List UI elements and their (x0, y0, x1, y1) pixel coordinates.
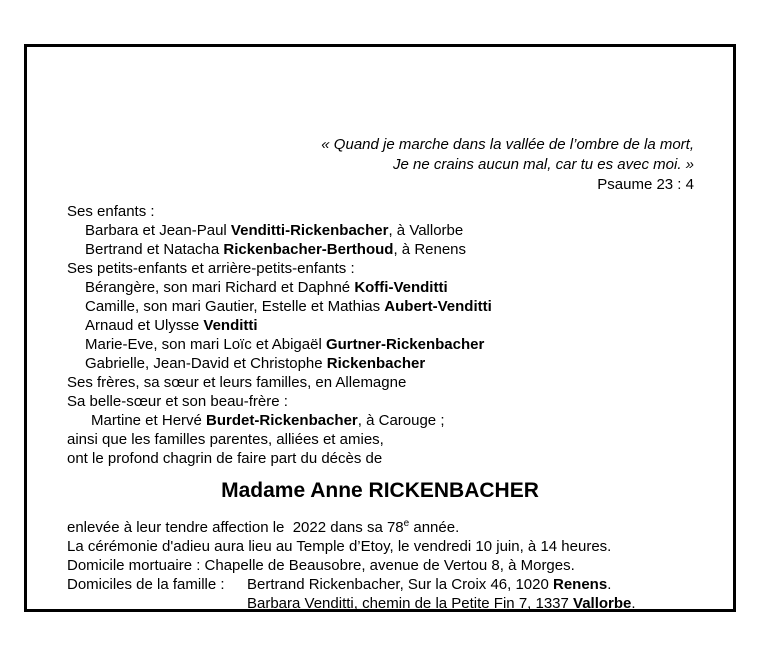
funeral-details (67, 518, 703, 613)
family-line: Bérangère, son mari Richard et Daphné Koffi-Venditti (85, 279, 448, 296)
quote-line-2: Je ne crains aucun mal, car tu es avec moi. » (393, 156, 694, 173)
mortuary-line: Domicile mortuaire : Chapelle de Beausobre, avenue de Vertou 8, à Morges. (67, 557, 575, 574)
family-line: Barbara et Jean-Paul Venditti-Rickenbacher, à Vallorbe (85, 222, 464, 239)
document-border (24, 44, 736, 612)
family-line: ainsi que les familles parentes, alliées et amies, (67, 431, 384, 448)
family-line: Gabrielle, Jean-David et Christophe Rickenbacher (85, 355, 426, 372)
family-line: ont le profond chagrin de faire part du décès de (67, 450, 383, 467)
family-name-bold: Gurtner-Rickenbacher (325, 336, 485, 353)
city-bold: Vallorbe (573, 595, 632, 612)
family-homes-line-2: Barbara Venditti, chemin de la Petite Fin 7, 1337 Vallorbe. (247, 595, 636, 612)
family-name-bold: Venditti (203, 317, 258, 334)
family-name-bold: Rickenbacher (326, 355, 426, 372)
scripture-quote (321, 135, 694, 195)
family-line: Arnaud et Ulysse Venditti (85, 317, 258, 334)
family-line: Ses enfants : (67, 203, 155, 220)
family-homes-label: Domiciles de la famille : (67, 576, 225, 593)
family-homes-line-1: Domiciles de la famille : Bertrand Rickenbacher, Sur la Croix 46, 1020 Renens. (67, 576, 612, 593)
family-line: Sa belle-sœur et son beau-frère : (67, 393, 288, 410)
passing-line: enlevée à leur tendre affection le 2022 dans sa 78e année. (67, 518, 460, 536)
family-line: Martine et Hervé Burdet-Rickenbacher, à Carouge ; (91, 412, 445, 429)
city-bold: Renens (553, 576, 608, 593)
family-line: Bertrand et Natacha Rickenbacher-Berthoud, à Renens (85, 241, 467, 258)
family-name-bold: Burdet-Rickenbacher (206, 412, 358, 429)
family-name-bold: Venditti-Rickenbacher (230, 222, 389, 239)
family-line: Camille, son mari Gautier, Estelle et Mathias Aubert-Venditti (85, 298, 492, 315)
ordinal-superscript: e (403, 518, 410, 529)
family-name-bold: Aubert-Venditti (384, 298, 492, 315)
family-line: Ses petits-enfants et arrière-petits-enfants : (67, 260, 355, 277)
family-line: Ses frères, sa sœur et leurs familles, en Allemagne (67, 374, 407, 391)
family-list (67, 202, 693, 468)
ceremony-line: La cérémonie d'adieu aura lieu au Temple d’Etoy, le vendredi 10 juin, à 14 heures. (67, 538, 612, 555)
deceased-name: Madame Anne RICKENBACHER (221, 479, 539, 502)
family-name-bold: Koffi-Venditti (354, 279, 448, 296)
quote-line-1: « Quand je marche dans la vallée de l’ombre de la mort, (321, 136, 694, 153)
family-name-bold: Rickenbacher-Berthoud (223, 241, 394, 258)
family-line: Marie-Eve, son mari Loïc et Abigaël Gurtner-Rickenbacher (85, 336, 485, 353)
quote-attribution: Psaume 23 : 4 (597, 176, 694, 193)
